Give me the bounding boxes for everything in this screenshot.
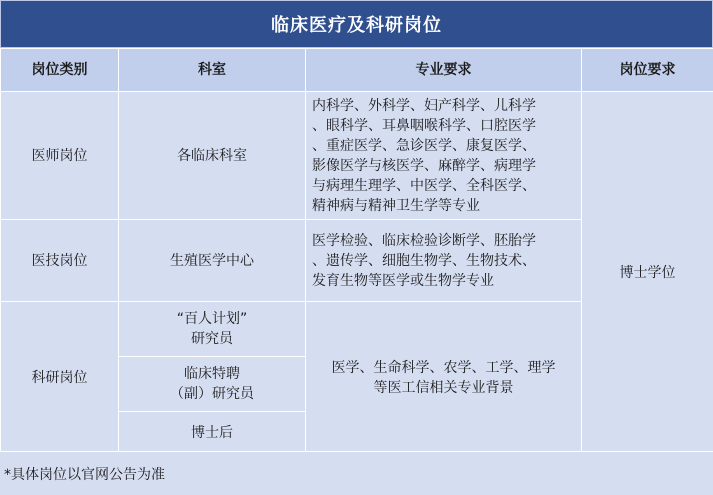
department-physician: 各临床科室 (119, 92, 306, 220)
major-line: 、眼科学、耳鼻咽喉科学、口腔医学 (312, 117, 536, 134)
department-line: （副）研究员 (170, 386, 254, 402)
header-degree: 岗位要求 (582, 49, 713, 92)
major-research (306, 302, 582, 454)
category-physician: 医师岗位 (1, 92, 119, 220)
category-technician: 医技岗位 (1, 220, 119, 302)
major-line: 发育生物等医学或生物学专业 (312, 272, 494, 289)
major-line: 医学、生命科学、农学、工学、理学 (331, 359, 556, 376)
department-research-1 (119, 302, 306, 357)
category-research: 科研岗位 (1, 302, 119, 454)
major-line: 、重症医学、急诊医学、康复医学、 (312, 137, 536, 154)
major-technician (306, 220, 582, 302)
department-research-3 (119, 412, 306, 454)
header-department: 科室 (119, 49, 306, 92)
major-physician (306, 92, 582, 220)
major-line: 医学检验、临床检验诊断学、胚胎学 (312, 232, 536, 249)
table-title: 临床医疗及科研岗位 (0, 0, 713, 48)
department-line: 博士后 (191, 424, 233, 441)
major-line: 精神病与精神卫生学等专业 (312, 197, 480, 214)
department-line: 临床特聘 (184, 366, 240, 382)
footnote: *具体岗位以官网公告为准 (0, 451, 713, 495)
department-line: 研究员 (191, 331, 233, 347)
major-line: 内科学、外科学、妇产科学、儿科学 (312, 97, 536, 114)
header-major: 专业要求 (306, 49, 582, 92)
header-row (1, 49, 713, 92)
department-line: “百人计划” (176, 311, 248, 327)
department-technician: 生殖医学中心 (119, 220, 306, 302)
major-line: 等医工信相关专业背景 (373, 379, 514, 396)
major-line: 、遗传学、细胞生物学、生物技术、 (312, 252, 536, 269)
positions-table (0, 48, 713, 454)
header-category: 岗位类别 (1, 49, 119, 92)
major-line: 与病理生理学、中医学、全科医学、 (312, 177, 536, 194)
major-line: 影像医学与核医学、麻醉学、病理学 (312, 157, 536, 174)
table-row-physician (1, 92, 713, 220)
department-research-2 (119, 357, 306, 412)
degree-requirement: 博士学位 (582, 92, 713, 454)
